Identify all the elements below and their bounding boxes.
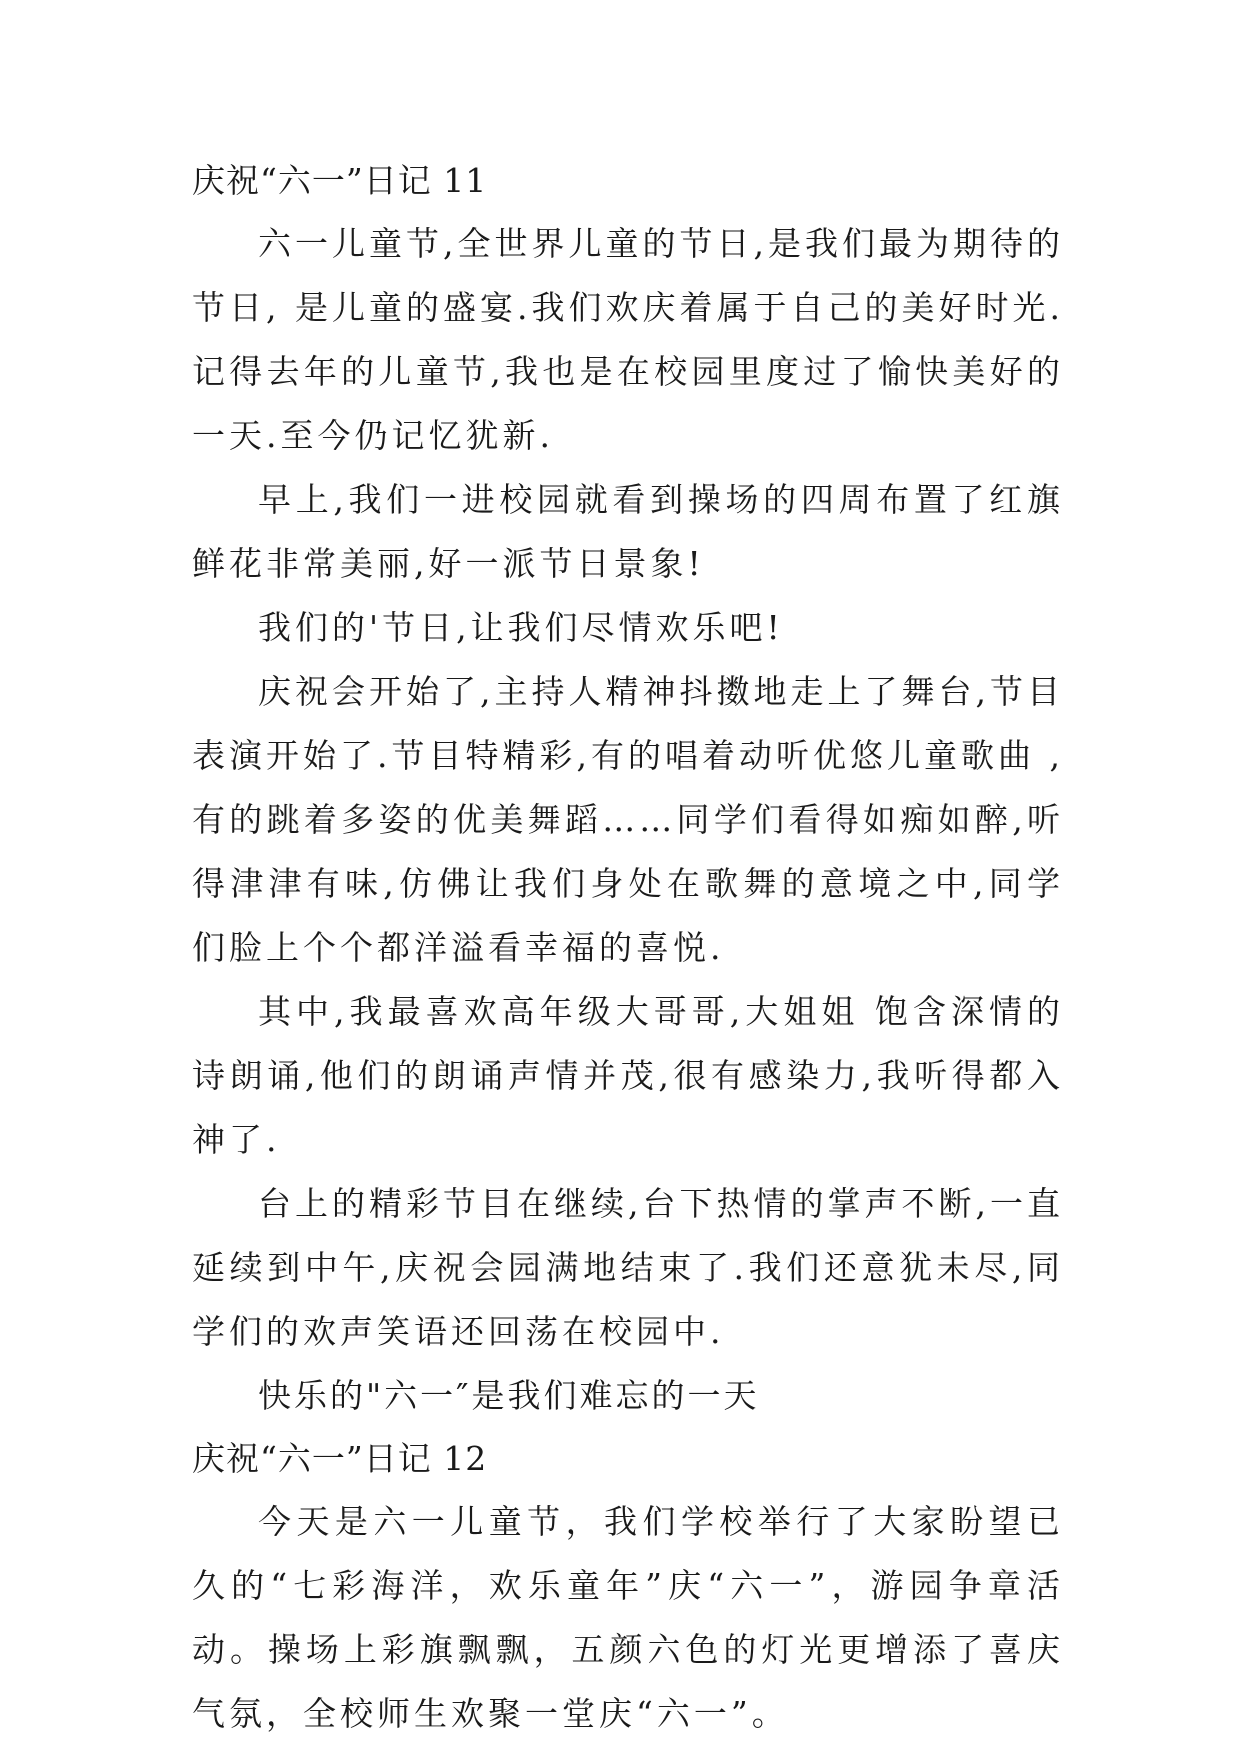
paragraph: 庆祝会开始了,主持人精神抖擞地走上了舞台,节目表演开始了.节目特精彩,有的唱着动听优悠儿童歌曲 ,有的跳着多姿的优美舞蹈……同学们看得如痴如醉,听得津津有味,仿佛让我们身处在歌舞的意境之中,同学们脸上个个都洋溢看幸福的喜悦. [192, 672, 1064, 967]
paragraph: 今天是六一儿童节，我们学校举行了大家盼望已久的“七彩海洋，欢乐童年”庆“六一”，游园争章活动。操场上彩旗飘飘，五颜六色的灯光更增添了喜庆气氛，全校师生欢聚一堂庆“六一”。 [192, 1502, 1064, 1733]
paragraph: 其中,我最喜欢高年级大哥哥,大姐姐 饱含深情的诗朗诵,他们的朗诵声情并茂,很有感染力,我听得都入神了. [192, 992, 1064, 1159]
document-body [192, 150, 1064, 1746]
entry-title: 庆祝“六一”日记 12 [192, 1439, 488, 1478]
paragraph: 快乐的"六一″是我们难忘的一天 [258, 1376, 760, 1415]
paragraph: 台上的精彩节目在继续,台下热情的掌声不断,一直延续到中午,庆祝会园满地结束了.我们还意犹未尽,同学们的欢声笑语还回荡在校园中. [192, 1184, 1064, 1351]
paragraph: 我们的'节日,让我们尽情欢乐吧! [258, 608, 784, 647]
entry-title: 庆祝“六一”日记 11 [192, 161, 488, 200]
diary-entry-11 [192, 150, 1064, 1428]
paragraph: 早上,我们一进校园就看到操场的四周布置了红旗鲜花非常美丽,好一派节日景象! [192, 480, 1064, 583]
diary-entry-12 [192, 1428, 1064, 1746]
paragraph: 六一儿童节,全世界儿童的节日,是我们最为期待的节日, 是儿童的盛宴.我们欢庆着属于自己的美好时光.记得去年的儿童节,我也是在校园里度过了愉快美好的一天.至今仍记忆犹新. [192, 224, 1064, 455]
